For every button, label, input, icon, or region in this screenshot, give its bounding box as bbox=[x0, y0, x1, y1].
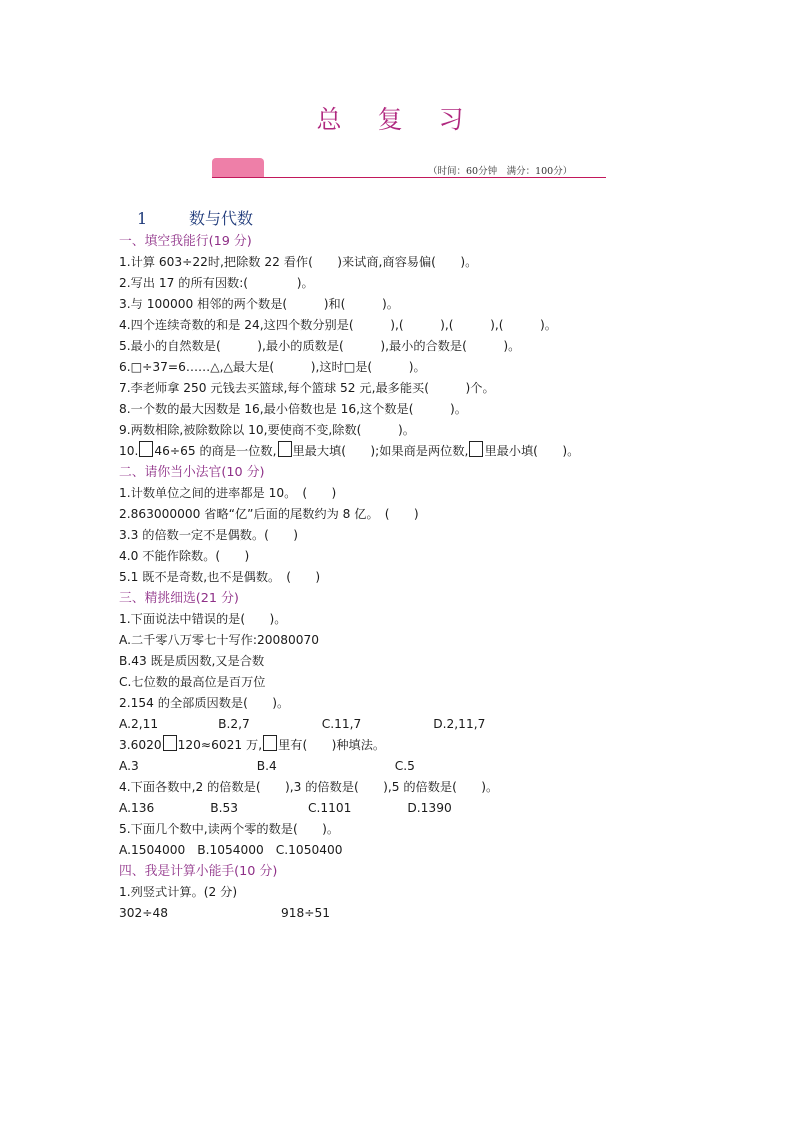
line-text: 302÷48 bbox=[119, 906, 168, 920]
question-line bbox=[119, 483, 679, 504]
line-text: 3.6020 bbox=[119, 738, 162, 752]
question-line bbox=[119, 735, 679, 756]
line-text: 9.两数相除,被除数除以 10,要使商不变,除数( )。 bbox=[119, 423, 415, 437]
question-line bbox=[119, 567, 679, 588]
line-text: 120≈6021 万, bbox=[177, 738, 263, 752]
header-rule bbox=[212, 177, 606, 178]
question-line bbox=[119, 693, 679, 714]
question-line bbox=[119, 525, 679, 546]
part-heading bbox=[119, 861, 679, 882]
line-text: B.2,7 bbox=[218, 717, 250, 731]
line-text: 2.154 的全部质因数是( )。 bbox=[119, 696, 290, 710]
line-text: C.七位数的最高位是百万位 bbox=[119, 675, 266, 689]
line-text: A.1504000 bbox=[119, 843, 186, 857]
section-name: 数与代数 bbox=[189, 209, 254, 228]
time-info: （时间：60分钟 满分：100分） bbox=[428, 166, 573, 177]
line-text: 918÷51 bbox=[280, 906, 330, 920]
question-line bbox=[119, 252, 679, 273]
section-number: 1 bbox=[137, 209, 148, 228]
line-text: B.4 bbox=[256, 759, 277, 773]
question-content bbox=[119, 231, 679, 924]
line-text: 3.与 100000 相邻的两个数是( )和( )。 bbox=[119, 297, 399, 311]
line-text: A.3 bbox=[119, 759, 139, 773]
question-line bbox=[119, 378, 679, 399]
line-text: B.43 既是质因数,又是合数 bbox=[119, 654, 265, 668]
line-text: 6.□÷37=6……△,△最大是( ),这时□是( )。 bbox=[119, 360, 426, 374]
question-line bbox=[119, 399, 679, 420]
question-line bbox=[119, 819, 679, 840]
line-text: A.二千零八万零七十写作:20080070 bbox=[119, 633, 320, 647]
line-text: 二、请你当小法官(10 分) bbox=[119, 465, 265, 480]
line-text: A.136 bbox=[119, 801, 155, 815]
line-text: B.53 bbox=[210, 801, 239, 815]
question-line bbox=[119, 903, 679, 924]
line-text: D.2,11,7 bbox=[433, 717, 486, 731]
answer-box bbox=[163, 735, 177, 751]
question-line bbox=[119, 441, 679, 462]
part-heading bbox=[119, 231, 679, 252]
question-line bbox=[119, 651, 679, 672]
question-line bbox=[119, 756, 679, 777]
line-text: A.2,11 bbox=[119, 717, 159, 731]
question-line bbox=[119, 357, 679, 378]
question-line bbox=[119, 672, 679, 693]
line-text: 4.0 不能作除数。( ) bbox=[119, 549, 250, 563]
answer-box bbox=[263, 735, 277, 751]
answer-box bbox=[139, 441, 153, 457]
question-line bbox=[119, 609, 679, 630]
question-line bbox=[119, 882, 679, 903]
line-text: 1.计数单位之间的进率都是 10。 ( ) bbox=[119, 486, 337, 500]
line-text: 1.下面说法中错误的是( )。 bbox=[119, 612, 287, 626]
line-text: 1.列竖式计算。(2 分) bbox=[119, 885, 238, 899]
line-text: 2.写出 17 的所有因数:( )。 bbox=[119, 276, 314, 290]
line-text: 一、填空我能行(19 分) bbox=[119, 234, 252, 249]
question-line bbox=[119, 294, 679, 315]
question-line bbox=[119, 630, 679, 651]
line-text: 里最小填( )。 bbox=[484, 444, 580, 458]
question-line bbox=[119, 420, 679, 441]
line-text: 3.3 的倍数一定不是偶数。( ) bbox=[119, 528, 299, 542]
question-line bbox=[119, 840, 679, 861]
question-line bbox=[119, 315, 679, 336]
question-line bbox=[119, 798, 679, 819]
line-text: C.1050400 bbox=[275, 843, 343, 857]
line-text: 8.一个数的最大因数是 16,最小倍数也是 16,这个数是( )。 bbox=[119, 402, 467, 416]
question-line bbox=[119, 714, 679, 735]
question-line bbox=[119, 273, 679, 294]
line-text: 里有( )种填法。 bbox=[278, 738, 386, 752]
line-text: B.1054000 bbox=[197, 843, 264, 857]
part-heading bbox=[119, 462, 679, 483]
line-text: 2.863000000 省略“亿”后面的尾数约为 8 亿。 ( ) bbox=[119, 507, 419, 521]
line-text: 5.1 既不是奇数,也不是偶数。 ( ) bbox=[119, 570, 321, 584]
line-text: 10. bbox=[119, 444, 139, 458]
question-line bbox=[119, 777, 679, 798]
line-text: 里最大填( );如果商是两位数, bbox=[292, 444, 469, 458]
line-text: 46÷65 的商是一位数, bbox=[154, 444, 277, 458]
section-heading bbox=[137, 206, 253, 229]
question-line bbox=[119, 546, 679, 567]
question-line bbox=[119, 336, 679, 357]
line-text: 7.李老师拿 250 元钱去买篮球,每个篮球 52 元,最多能买( )个。 bbox=[119, 381, 495, 395]
line-text: C.1101 bbox=[308, 801, 352, 815]
line-text: 四、我是计算小能手(10 分) bbox=[119, 864, 278, 879]
line-text: 1.计算 603÷22时,把除数 22 看作( )来试商,商容易偏( )。 bbox=[119, 255, 478, 269]
answer-box bbox=[278, 441, 292, 457]
header-tab-decoration bbox=[212, 158, 264, 177]
line-text: 三、精挑细选(21 分) bbox=[119, 591, 239, 606]
question-line bbox=[119, 504, 679, 525]
line-text: 5.最小的自然数是( ),最小的质数是( ),最小的合数是( )。 bbox=[119, 339, 521, 353]
line-text: C.5 bbox=[394, 759, 415, 773]
page-title: 总 复 习 bbox=[316, 105, 478, 134]
line-text: D.1390 bbox=[407, 801, 452, 815]
line-text: C.11,7 bbox=[321, 717, 362, 731]
line-text: 4.四个连续奇数的和是 24,这四个数分别是( ),( ),( ),( )。 bbox=[119, 318, 557, 332]
part-heading bbox=[119, 588, 679, 609]
line-text: 4.下面各数中,2 的倍数是( ),3 的倍数是( ),5 的倍数是( )。 bbox=[119, 780, 499, 794]
answer-box bbox=[469, 441, 483, 457]
line-text: 5.下面几个数中,读两个零的数是( )。 bbox=[119, 822, 340, 836]
